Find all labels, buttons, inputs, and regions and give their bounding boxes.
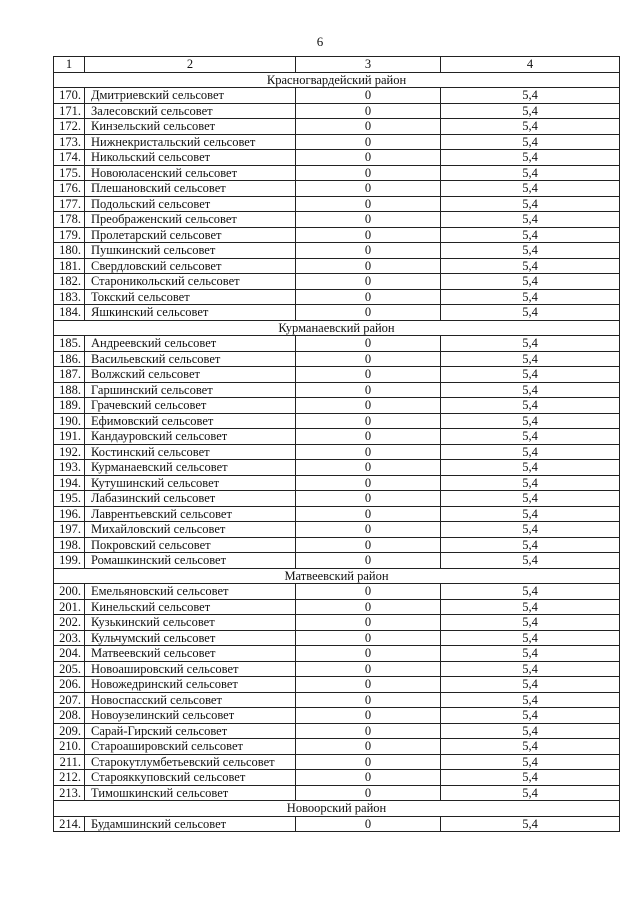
column-3-cell: 0 [296,258,441,274]
column-4-cell: 5,4 [441,475,620,491]
column-3-cell: 0 [296,150,441,166]
column-4-cell: 5,4 [441,537,620,553]
row-number-cell: 208. [54,708,85,724]
column-4-cell: 5,4 [441,305,620,321]
column-4-cell: 5,4 [441,150,620,166]
column-3-cell: 0 [296,661,441,677]
header-row [54,57,620,73]
row-number-cell: 172. [54,119,85,135]
table-row [54,615,620,631]
section-header-row [54,801,620,817]
column-3-cell: 0 [296,274,441,290]
table-row [54,398,620,414]
row-number-cell: 205. [54,661,85,677]
table-row [54,444,620,460]
column-4-cell: 5,4 [441,739,620,755]
row-number-cell: 187. [54,367,85,383]
row-number-cell: 201. [54,599,85,615]
column-4-cell: 5,4 [441,429,620,445]
table-row [54,584,620,600]
column-4-cell: 5,4 [441,708,620,724]
column-3-cell: 0 [296,444,441,460]
row-number-cell: 170. [54,88,85,104]
row-number-cell: 204. [54,646,85,662]
settlement-name-cell: Будамшинский сельсовет [85,816,296,832]
column-4-cell: 5,4 [441,506,620,522]
settlement-name-cell: Гаршинский сельсовет [85,382,296,398]
column-4-cell: 5,4 [441,491,620,507]
column-4-cell: 5,4 [441,336,620,352]
column-4-cell: 5,4 [441,630,620,646]
row-number-cell: 184. [54,305,85,321]
settlement-name-cell: Матвеевский сельсовет [85,646,296,662]
column-3-cell: 0 [296,723,441,739]
settlement-name-cell: Подольский сельсовет [85,196,296,212]
table-row [54,785,620,801]
settlement-name-cell: Кульчумский сельсовет [85,630,296,646]
row-number-cell: 214. [54,816,85,832]
column-3-cell: 0 [296,165,441,181]
row-number-cell: 200. [54,584,85,600]
table-row [54,770,620,786]
table-row [54,289,620,305]
column-3-cell: 0 [296,289,441,305]
column-4-cell: 5,4 [441,212,620,228]
district-title: Курманаевский район [54,320,620,336]
table-row [54,196,620,212]
row-number-cell: 175. [54,165,85,181]
settlement-name-cell: Нижнекристальский сельсовет [85,134,296,150]
column-3-cell: 0 [296,491,441,507]
settlement-name-cell: Андреевский сельсовет [85,336,296,352]
row-number-cell: 178. [54,212,85,228]
settlement-name-cell: Староникольский сельсовет [85,274,296,290]
column-3-cell: 0 [296,212,441,228]
table-row [54,475,620,491]
row-number-cell: 194. [54,475,85,491]
column-4-cell: 5,4 [441,289,620,305]
column-3-cell: 0 [296,692,441,708]
column-3-cell: 0 [296,382,441,398]
settlement-name-cell: Тимошкинский сельсовет [85,785,296,801]
table-row [54,103,620,119]
settlement-name-cell: Кинельский сельсовет [85,599,296,615]
table-row [54,243,620,259]
row-number-cell: 198. [54,537,85,553]
section-header-row [54,568,620,584]
data-table [53,56,620,832]
table-row [54,661,620,677]
settlement-name-cell: Емельяновский сельсовет [85,584,296,600]
settlement-name-cell: Лаврентьевский сельсовет [85,506,296,522]
row-number-cell: 176. [54,181,85,197]
table-row [54,522,620,538]
column-4-cell: 5,4 [441,103,620,119]
row-number-cell: 191. [54,429,85,445]
column-4-cell: 5,4 [441,692,620,708]
row-number-cell: 188. [54,382,85,398]
column-4-cell: 5,4 [441,599,620,615]
table-row [54,274,620,290]
settlement-name-cell: Пролетарский сельсовет [85,227,296,243]
column-4-cell: 5,4 [441,382,620,398]
column-4-cell: 5,4 [441,615,620,631]
settlement-name-cell: Новоаширoвский сельсовет [85,661,296,677]
settlement-name-cell: Михайловский сельсовет [85,522,296,538]
table-row [54,134,620,150]
column-4-cell: 5,4 [441,460,620,476]
column-3-cell: 0 [296,460,441,476]
settlement-name-cell: Новожедринский сельсовет [85,677,296,693]
row-number-cell: 209. [54,723,85,739]
row-number-cell: 186. [54,351,85,367]
column-4-cell: 5,4 [441,785,620,801]
column-3-cell: 0 [296,196,441,212]
table-row [54,150,620,166]
column-3-cell: 0 [296,584,441,600]
row-number-cell: 211. [54,754,85,770]
column-4-cell: 5,4 [441,661,620,677]
settlement-name-cell: Новоспасский сельсовет [85,692,296,708]
table-row [54,181,620,197]
column-3-cell: 0 [296,739,441,755]
settlement-name-cell: Волжский сельсовет [85,367,296,383]
column-3-cell: 0 [296,537,441,553]
column-3-cell: 0 [296,134,441,150]
table-row [54,258,620,274]
row-number-cell: 212. [54,770,85,786]
column-3-cell: 0 [296,522,441,538]
row-number-cell: 177. [54,196,85,212]
row-number-cell: 183. [54,289,85,305]
column-4-cell: 5,4 [441,351,620,367]
column-3-cell: 0 [296,816,441,832]
settlement-name-cell: Васильевский сельсовет [85,351,296,367]
settlement-name-cell: Курманаевский сельсовет [85,460,296,476]
settlement-name-cell: Кинзельский сельсовет [85,119,296,135]
column-4-cell: 5,4 [441,134,620,150]
column-3-cell: 0 [296,88,441,104]
table-row [54,351,620,367]
column-4-cell: 5,4 [441,258,620,274]
row-number-cell: 173. [54,134,85,150]
district-title: Матвеевский район [54,568,620,584]
settlement-name-cell: Покровский сельсовет [85,537,296,553]
table-row [54,816,620,832]
row-number-cell: 193. [54,460,85,476]
column-4-cell: 5,4 [441,522,620,538]
column-3-cell: 0 [296,506,441,522]
settlement-name-cell: Лабазинский сельсовет [85,491,296,507]
column-3-cell: 0 [296,336,441,352]
settlement-name-cell: Никольский сельсовет [85,150,296,166]
row-number-cell: 179. [54,227,85,243]
header-cell: 2 [85,57,296,73]
column-4-cell: 5,4 [441,584,620,600]
settlement-name-cell: Ромашкинский сельсовет [85,553,296,569]
row-number-cell: 171. [54,103,85,119]
row-number-cell: 199. [54,553,85,569]
column-4-cell: 5,4 [441,444,620,460]
column-3-cell: 0 [296,103,441,119]
column-4-cell: 5,4 [441,723,620,739]
table-row [54,336,620,352]
table-row [54,646,620,662]
table-body [54,57,620,832]
row-number-cell: 196. [54,506,85,522]
table-row [54,739,620,755]
row-number-cell: 210. [54,739,85,755]
table-row [54,382,620,398]
row-number-cell: 180. [54,243,85,259]
table-row [54,491,620,507]
column-3-cell: 0 [296,398,441,414]
column-3-cell: 0 [296,305,441,321]
column-4-cell: 5,4 [441,274,620,290]
settlement-name-cell: Новоюласенский сельсовет [85,165,296,181]
table-row [54,429,620,445]
settlement-name-cell: Токский сельсовет [85,289,296,305]
column-3-cell: 0 [296,599,441,615]
table-row [54,754,620,770]
column-3-cell: 0 [296,785,441,801]
row-number-cell: 206. [54,677,85,693]
column-3-cell: 0 [296,367,441,383]
column-3-cell: 0 [296,243,441,259]
column-3-cell: 0 [296,646,441,662]
column-3-cell: 0 [296,429,441,445]
row-number-cell: 192. [54,444,85,460]
table-row [54,692,620,708]
column-4-cell: 5,4 [441,677,620,693]
settlement-name-cell: Плешановский сельсовет [85,181,296,197]
column-4-cell: 5,4 [441,367,620,383]
column-3-cell: 0 [296,630,441,646]
section-header-row [54,72,620,88]
settlement-name-cell: Староашировский сельсовет [85,739,296,755]
table-row [54,212,620,228]
table-row [54,305,620,321]
column-3-cell: 0 [296,119,441,135]
column-4-cell: 5,4 [441,88,620,104]
row-number-cell: 185. [54,336,85,352]
column-4-cell: 5,4 [441,770,620,786]
settlement-name-cell: Залесовский сельсовет [85,103,296,119]
row-number-cell: 182. [54,274,85,290]
column-3-cell: 0 [296,770,441,786]
settlement-name-cell: Дмитриевский сельсовет [85,88,296,104]
row-number-cell: 197. [54,522,85,538]
column-4-cell: 5,4 [441,398,620,414]
column-4-cell: 5,4 [441,243,620,259]
column-4-cell: 5,4 [441,553,620,569]
settlement-name-cell: Свердловский сельсовет [85,258,296,274]
column-3-cell: 0 [296,181,441,197]
settlement-name-cell: Новоузелинский сельсовет [85,708,296,724]
table-row [54,119,620,135]
table-row [54,723,620,739]
settlement-name-cell: Ефимовский сельсовет [85,413,296,429]
table-row [54,708,620,724]
district-title: Красногвардейский район [54,72,620,88]
column-3-cell: 0 [296,677,441,693]
section-header-row [54,320,620,336]
table-row [54,460,620,476]
header-cell: 3 [296,57,441,73]
column-4-cell: 5,4 [441,646,620,662]
table-row [54,599,620,615]
column-3-cell: 0 [296,475,441,491]
row-number-cell: 195. [54,491,85,507]
column-4-cell: 5,4 [441,413,620,429]
table-row [54,88,620,104]
settlement-name-cell: Кутушинский сельсовет [85,475,296,491]
settlement-name-cell: Сарай-Гирский сельсовет [85,723,296,739]
row-number-cell: 202. [54,615,85,631]
table-row [54,367,620,383]
table-row [54,165,620,181]
settlement-name-cell: Яшкинский сельсовет [85,305,296,321]
table-row [54,677,620,693]
row-number-cell: 174. [54,150,85,166]
column-3-cell: 0 [296,708,441,724]
column-4-cell: 5,4 [441,227,620,243]
column-3-cell: 0 [296,615,441,631]
settlement-name-cell: Костинский сельсовет [85,444,296,460]
settlement-name-cell: Старояккуповский сельсовет [85,770,296,786]
table-row [54,553,620,569]
column-3-cell: 0 [296,754,441,770]
column-3-cell: 0 [296,413,441,429]
settlement-name-cell: Грачевский сельсовет [85,398,296,414]
row-number-cell: 207. [54,692,85,708]
settlement-name-cell: Пушкинский сельсовет [85,243,296,259]
district-title: Новоорский район [54,801,620,817]
row-number-cell: 189. [54,398,85,414]
settlement-name-cell: Кандауровский сельсовет [85,429,296,445]
column-3-cell: 0 [296,351,441,367]
row-number-cell: 203. [54,630,85,646]
row-number-cell: 190. [54,413,85,429]
column-4-cell: 5,4 [441,196,620,212]
column-4-cell: 5,4 [441,119,620,135]
settlement-name-cell: Преображенский сельсовет [85,212,296,228]
column-4-cell: 5,4 [441,816,620,832]
column-4-cell: 5,4 [441,165,620,181]
table-row [54,413,620,429]
table-row [54,630,620,646]
table-row [54,227,620,243]
page-number: 6 [316,34,324,49]
settlement-name-cell: Кузькинский сельсовет [85,615,296,631]
table-row [54,537,620,553]
column-4-cell: 5,4 [441,181,620,197]
column-4-cell: 5,4 [441,754,620,770]
table-row [54,506,620,522]
row-number-cell: 181. [54,258,85,274]
header-cell: 4 [441,57,620,73]
column-3-cell: 0 [296,227,441,243]
row-number-cell: 213. [54,785,85,801]
settlement-name-cell: Старокутлумбетьевский сельсовет [85,754,296,770]
header-cell: 1 [54,57,85,73]
column-3-cell: 0 [296,553,441,569]
